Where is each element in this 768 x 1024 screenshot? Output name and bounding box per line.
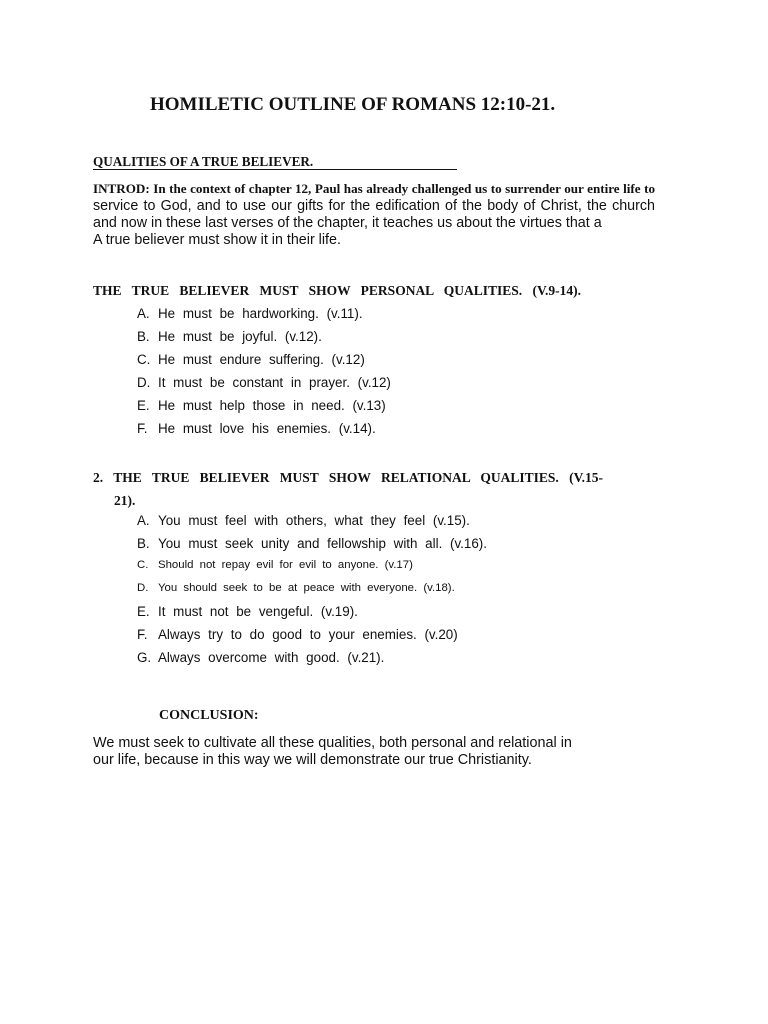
list-item xyxy=(137,421,391,444)
list-item-text: You should seek to be at peace with everyone. (v.18). xyxy=(158,581,455,594)
conclusion-heading: CONCLUSION: xyxy=(159,708,259,723)
list-item xyxy=(137,513,487,536)
list-item-text: It must not be vengeful. (v.19). xyxy=(158,604,358,620)
list-item-letter: C. xyxy=(137,559,149,572)
list-item-letter: B. xyxy=(137,536,150,552)
list-item-text: He must be joyful. (v.12). xyxy=(158,329,322,345)
personal-qualities-list xyxy=(137,306,391,445)
list-item-letter: E. xyxy=(137,398,150,414)
list-item-letter: A. xyxy=(137,513,150,528)
list-item-text: Always overcome with good. (v.21). xyxy=(158,650,385,666)
list-item xyxy=(137,329,391,352)
section-relational-qualities-heading xyxy=(93,466,603,512)
list-item xyxy=(137,352,391,375)
list-item-letter: E. xyxy=(137,604,150,620)
list-item-text: He must endure suffering. (v.12) xyxy=(158,352,365,368)
page-title: HOMILETIC OUTLINE OF ROMANS 12:10-21. xyxy=(150,94,556,115)
list-item xyxy=(137,627,487,650)
list-item xyxy=(137,604,487,627)
list-item-letter: F. xyxy=(137,627,148,643)
section-heading-line: 21). xyxy=(114,493,136,508)
list-item xyxy=(137,306,391,329)
section-heading-line: 2. THE TRUE BELIEVER MUST SHOW RELATIONAL QUALITIES. (V.15- xyxy=(93,470,603,485)
list-item-letter: C. xyxy=(137,352,151,368)
list-item-letter: A. xyxy=(137,306,150,321)
list-item-text: Always try to do good to your enemies. (v.20) xyxy=(158,627,458,643)
list-item xyxy=(137,559,487,582)
list-item xyxy=(137,582,487,605)
list-item-text: He must be hardworking. (v.11). xyxy=(158,306,363,321)
list-item-text: It must be constant in prayer. (v.12) xyxy=(158,375,391,391)
introduction-paragraph xyxy=(93,180,655,249)
list-item-text: You must feel with others, what they feel (v.15). xyxy=(158,513,470,528)
introduction-lead: INTROD: In the context of chapter 12, Paul has already challenged us to surrender our entire life to xyxy=(93,181,655,196)
list-item xyxy=(137,375,391,398)
list-item-letter: G. xyxy=(137,650,152,666)
list-item-text: You must seek unity and fellowship with all. (v.16). xyxy=(158,536,487,552)
list-item-text: He must love his enemies. (v.14). xyxy=(158,421,376,437)
list-item-letter: F. xyxy=(137,421,148,437)
section-personal-qualities-heading: THE TRUE BELIEVER MUST SHOW PERSONAL QUALITIES. (V.9-14). xyxy=(93,283,581,298)
relational-qualities-list xyxy=(137,513,487,673)
list-item-text: Should not repay evil for evil to anyone. (v.17) xyxy=(158,559,413,572)
list-item-letter: B. xyxy=(137,329,150,345)
introduction-last-line: A true believer must show it in their life. xyxy=(93,232,341,248)
list-item xyxy=(137,650,487,673)
list-item-letter: D. xyxy=(137,581,149,594)
list-item xyxy=(137,398,391,421)
list-item xyxy=(137,536,487,559)
conclusion-paragraph: We must seek to cultivate all these qualities, both personal and relational in our life, because in this way we will demonstrate our true Christianity. xyxy=(93,735,572,768)
introduction-body: service to God, and to use our gifts for the edification of the body of Christ, the church and now in these last verses of the chapter, it teaches us about the virtues that a xyxy=(93,198,655,231)
document-subtitle: QUALITIES OF A TRUE BELIEVER. xyxy=(93,154,457,170)
list-item-letter: D. xyxy=(137,375,151,391)
list-item-text: He must help those in need. (v.13) xyxy=(158,398,386,414)
